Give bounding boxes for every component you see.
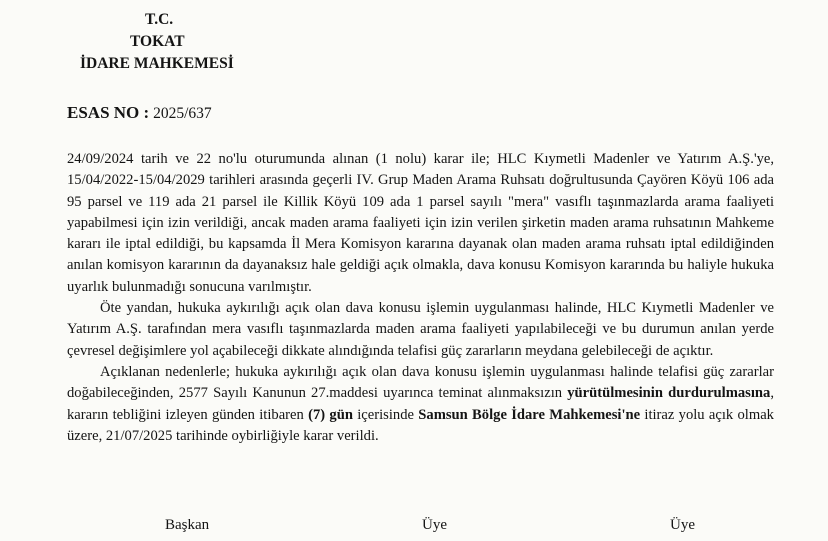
court-header	[70, 9, 270, 75]
signature-member-1: Üye	[422, 517, 447, 533]
header-court-name: İDARE MAHKEMESİ	[80, 55, 234, 72]
decision-body	[67, 149, 774, 447]
signature-row	[0, 517, 828, 541]
case-number-value: 2025/637	[153, 105, 212, 122]
paragraph-3-text-1: Açıklanan nedenlerle; hukuka aykırılığı açık olan dava konusu işlemin uygulanması halinde telafisi güç zararlar doğabileceğinden, 2577 Sayılı Kanunun 27.maddesi uyarınca teminat alınmaksızın	[67, 363, 774, 402]
case-number-line	[67, 103, 212, 123]
paragraph-3-bold-court: Samsun Bölge İdare Mahkemesi'ne	[418, 406, 641, 423]
header-country: T.C.	[145, 11, 174, 28]
header-city: TOKAT	[130, 33, 185, 50]
paragraph-3-bold-days: (7) gün	[308, 406, 353, 423]
case-number-label: ESAS NO :	[67, 103, 150, 122]
paragraph-3-text-2: , kararın tebliğini izleyen günden itibaren	[67, 385, 774, 423]
paragraph-2: Öte yandan, hukuka aykırılığı açık olan dava konusu işlemin uygulanması halinde, HLC Kıymetli Madenler ve Yatırım A.Ş. tarafından mera vasıflı taşınmazlarda maden arama faaliyeti yapılabileceği ve bu durumun anılan yerde çevresel değişimlere yol açabileceği dikkate alındığında telafisi güç zararların meydana gelebileceği de açıktır.	[67, 300, 774, 359]
paragraph-3-text-3: içerisinde	[352, 406, 419, 423]
paragraph-1: 24/09/2024 tarih ve 22 no'lu oturumunda alınan (1 nolu) karar ile; HLC Kıymetli Madenler ve Yatırım A.Ş.'ye, 15/04/2022-15/04/2029 tarihleri arasında geçerli IV. Grup Maden Arama Ruhsatı doğrultusunda Çayören Köyü 106 ada 95 parsel ve 119 ada 21 parsel ile Killik Köyü 109 ada 1 parsel sayılı "mera" vasıflı taşınmazlarda arama faaliyeti yapabilmesi için izin verildiği, ancak maden arama faaliyeti için izin verilen şirketin maden arama ruhsatının Mahkeme kararı ile iptal edildiği, bu kapsamda İl Mera Komisyon kararına dayanak olan maden arama ruhsatı iptal edildiğinden anılan komisyon kararının da dayanaksız hale geldiği açık olmakla, dava konusu Komisyon kararında bu haliyle hukuka uyarlık bulunmadığı sonucuna varılmıştır.	[67, 151, 774, 295]
signature-member-2: Üye	[670, 517, 695, 533]
paragraph-3	[67, 362, 774, 447]
paragraph-3-text-4: itiraz yolu açık olmak üzere, 21/07/2025 tarihinde oybirliğiyle karar verildi.	[67, 406, 774, 444]
paragraph-3-bold-stay-of-execution: yürütülmesinin durdurulmasına	[567, 385, 771, 402]
signature-president: Başkan	[165, 517, 210, 533]
